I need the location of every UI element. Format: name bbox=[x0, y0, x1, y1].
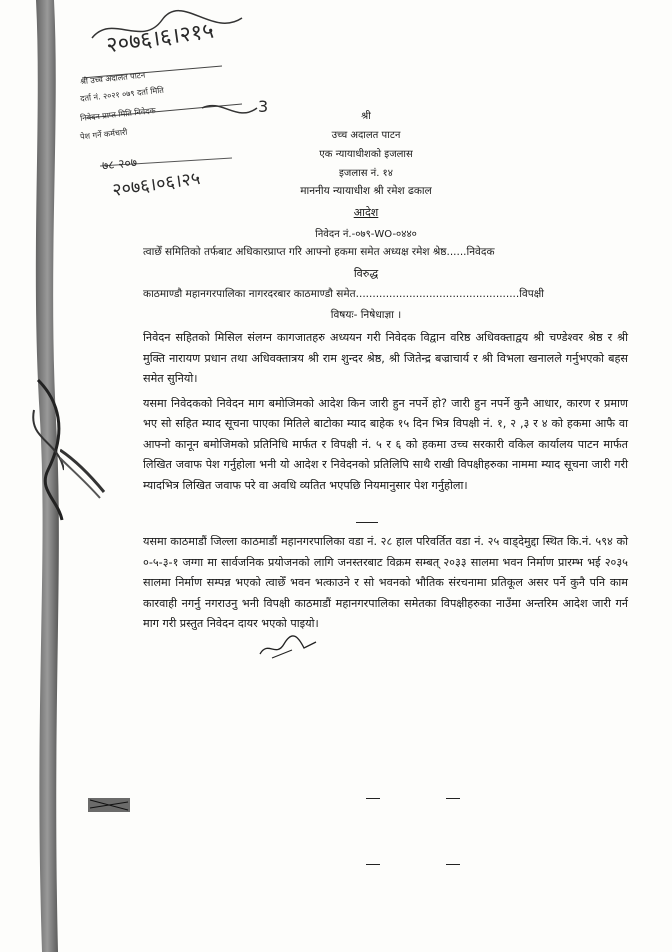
order-body bbox=[143, 328, 628, 500]
paragraph-show-cause: यसमा निवेदकको निवेदन माग बमोजिमको आदेश किन जारी हुन नपर्ने हो? जारी हुन नपर्ने कुनै आधार, कारण र प्रमाण भए सो सहित म्याद सूचना पाएका मितिले बाटोका म्याद बाहेक १५ दिन भित्र विपक्षी नं. १, २ ,३ र ४ को हकमा आफै वा आफ्नो कानून बमोजिमको प्रतिनिधि मार्फत र विपक्षी नं. ५ र ६ को हकमा उच्च सरकारी वकिल कार्यालय पाटन मार्फत लिखित जवाफ पेश गर्नुहोला भनी यो आदेश र निवेदनको प्रतिलिपि साथै राखी विपक्षीहरुका नाममा म्याद सूचना जारी गरी म्यादभित्र लिखित जवाफ परे वा अवधि व्यतित भएपछि नियमानुसार पेश गर्नुहोला। bbox=[143, 396, 628, 492]
separator-dash bbox=[356, 522, 378, 523]
paragraph-hearing: निवेदन सहितको मिसिल संलग्न कागजातहरु अध्ययन गरी निवेदक विद्वान वरिष्ठ अधिवक्ताद्वय श्री चण्डेश्वर श्रेष्ठ र श्री मुक्ति नारायण प्रधान तथा अधिवक्तात्रय श्री राम शुन्दर श्रेष्ठ, श्री जितेन्द्र बज्राचार्य र श्री विभला खनालले गर्नुभएको बहस समेत सुनियो। bbox=[143, 331, 628, 385]
stamp-line: पेश गर्ने कर्मचारी bbox=[79, 127, 128, 142]
stamp-line: श्री उच्च अदालत पाटन bbox=[79, 70, 146, 87]
stamp-line: दर्ता नं. २०२१ ०७९ दर्ता मिति bbox=[79, 85, 165, 104]
stamp-number: २०७६।६।२१५ bbox=[104, 18, 216, 59]
stamp-entry: ७८ २०७ bbox=[101, 155, 138, 173]
binding-strap-image bbox=[28, 0, 64, 952]
paragraph-interim-order: यसमा काठमाडौं जिल्ला काठमाडौं महानगरपालिका वडा नं. २८ हाल परिवर्तित वडा नं. २५ वाड्देमुद्दा स्थित कि.नं. ५९४ को ०-५-३-१ जग्गा मा सार्वजनिक प्रयोजनको लागि जनस्तरबाट विक्रम सम्बत् २०३३ सालमा भवन निर्माण प्रारम्भ भई २०३५ सालमा निर्माण सम्पन्न भएको त्वाछेँ भवन भत्काउने र सो भवनको भौतिक संरचनामा प्रतिकूल असर पर्ने कुनै पनि काम कारवाही नगर्नु नगराउनु भनी विपक्षी काठमाडौं महानगरपालिका समेतका विपक्षीहरुका नाउँमा अन्तरिम आदेश जारी गर्न माग गरी प्रस्तुत निवेदन दायर भएको पाइयो। bbox=[143, 535, 628, 630]
stamp-serial: 3 bbox=[258, 97, 269, 116]
ijlas-number: इजलास नं. १४ bbox=[339, 168, 393, 179]
string-tail-image bbox=[60, 440, 110, 500]
shree-heading: श्री bbox=[361, 111, 371, 122]
bottom-dash bbox=[446, 798, 460, 799]
court-name: उच्च अदालत पाटन bbox=[331, 130, 401, 141]
bottom-dash bbox=[446, 864, 460, 865]
versus-label: विरुद्ध bbox=[353, 267, 379, 280]
bottom-dash bbox=[366, 798, 380, 799]
petition-number: निवेदन नं.-०७९-WO-०४४० bbox=[315, 229, 417, 240]
stamp-date: २०७६।०६।२५ bbox=[110, 167, 202, 202]
petitioner-line: त्वाछेँ समितिको तर्फबाट अधिकारप्राप्त गरि आफ्नो हकमा समेत अध्यक्ष रमेश श्रेष्ठ......निवेदक bbox=[143, 246, 495, 258]
respondent-line: काठमाण्डौ महानगरपालिका नागरदरबार काठमाण्डौ समेत.................................................विपक्षी bbox=[143, 288, 544, 300]
margin-mark-image bbox=[88, 794, 130, 816]
judge-signature-image bbox=[258, 632, 318, 660]
bottom-dash bbox=[366, 864, 380, 865]
bench-name: एक न्यायाधीशको इजलास bbox=[319, 149, 413, 160]
judge-name: माननीय न्यायाधीश श्री रमेश ढकाल bbox=[300, 185, 432, 197]
stamp-line: निवेदन प्राप्त मिति निवेदक bbox=[79, 106, 157, 123]
order-title: आदेश bbox=[353, 206, 379, 219]
order-body-interim bbox=[143, 532, 628, 639]
subject-line: विषयः- निषेधाज्ञा । bbox=[330, 309, 402, 321]
